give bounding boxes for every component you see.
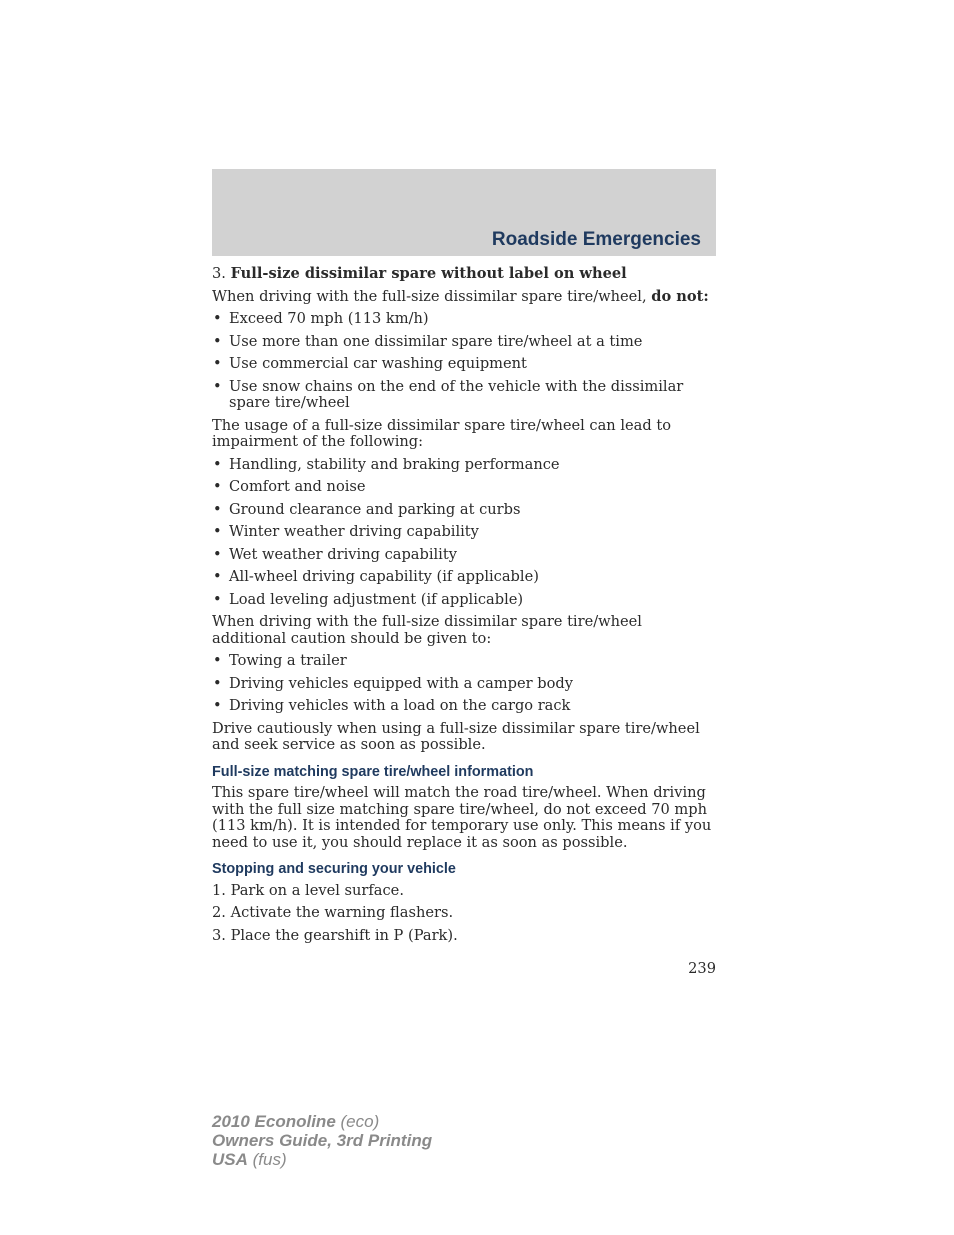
section-title: Roadside Emergencies (491, 229, 701, 250)
footer-market: USA (212, 1150, 248, 1169)
list-item: • Driving vehicles with a load on the cargo rack (213, 697, 571, 714)
footer-line-1 (212, 1112, 432, 1131)
footer-model: 2010 Econoline (212, 1112, 336, 1131)
page-number: 239 (688, 960, 716, 977)
section-3-title: Full-size dissimilar spare without label on wheel (230, 265, 627, 282)
bullet-icon: • (213, 652, 222, 669)
closing-paragraph: Drive cautiously when using a full-size dissimilar spare tire/wheel and seek service as soon as possible. (212, 719, 700, 753)
section-3-number: 3. (212, 265, 226, 282)
section-3-heading (212, 266, 712, 283)
bullet-icon: • (213, 568, 222, 585)
footer-market-code: (fus) (252, 1150, 287, 1169)
list-item: • Load leveling adjustment (if applicable) (213, 590, 524, 608)
list-item: • Towing a trailer (213, 652, 347, 669)
section-header-band (212, 169, 716, 256)
impairment-intro: The usage of a full-size dissimilar spare tire/wheel can lead to impairment of the following: (212, 416, 671, 450)
bullet-icon: • (213, 500, 222, 518)
bullet-icon: • (213, 310, 222, 327)
list-item: • All-wheel driving capability (if applicable) (213, 568, 539, 585)
bullet-icon: • (213, 332, 222, 350)
list-item: • Exceed 70 mph (113 km/h) (213, 310, 429, 327)
list-item: • Use snow chains on the end of the vehicle with the dissimilar spare tire/wheel (213, 377, 684, 411)
footer-line-2 (212, 1131, 432, 1150)
list-item: • Handling, stability and braking performance (213, 455, 560, 473)
page-content (212, 266, 712, 950)
bullet-icon: • (213, 545, 222, 563)
matching-spare-body: This spare tire/wheel will match the road tire/wheel. When driving with the full size matching spare tire/wheel, do not exceed 70 mph (113 km/h). It is intended for temporary use only. This means if you need to use it, you should replace it as soon as possible. (212, 784, 712, 851)
footer-model-code: (eco) (340, 1112, 380, 1131)
bullet-icon: • (213, 455, 222, 473)
impairment-list (212, 457, 712, 609)
stopping-step: 2. Activate the warning flashers. (212, 904, 454, 921)
bullet-icon: • (213, 377, 222, 395)
bullet-icon: • (213, 590, 222, 608)
stopping-step: 1. Park on a level surface. (212, 881, 404, 899)
stopping-step: 3. Place the gearshift in P (Park). (212, 926, 458, 944)
list-item: • Ground clearance and parking at curbs (213, 500, 521, 518)
do-not-label: do not: (651, 287, 709, 305)
caution-list (212, 653, 712, 715)
do-not-intro (212, 289, 712, 306)
list-item: • Driving vehicles equipped with a camper body (213, 674, 573, 692)
list-item: • Use commercial car washing equipment (213, 355, 527, 372)
matching-spare-heading: Full-size matching spare tire/wheel information (212, 763, 534, 780)
list-item: • Use more than one dissimilar spare tire/wheel at a time (213, 332, 643, 350)
bullet-icon: • (213, 355, 222, 372)
stopping-heading: Stopping and securing your vehicle (212, 861, 456, 877)
footer-printing: Owners Guide, 3rd Printing (212, 1131, 433, 1150)
caution-intro: When driving with the full-size dissimilar spare tire/wheel additional caution should be given to: (212, 613, 642, 647)
list-item: • Wet weather driving capability (213, 545, 457, 563)
bullet-icon: • (213, 478, 222, 495)
list-item: • Comfort and noise (213, 478, 366, 495)
bullet-icon: • (213, 674, 222, 692)
footer-edition (212, 1112, 432, 1169)
footer-line-3 (212, 1150, 432, 1169)
list-item: • Winter weather driving capability (213, 523, 479, 540)
bullet-icon: • (213, 697, 222, 714)
do-not-intro-text: When driving with the full-size dissimilar spare tire/wheel, (212, 287, 647, 305)
do-not-list (212, 311, 712, 412)
bullet-icon: • (213, 523, 222, 540)
